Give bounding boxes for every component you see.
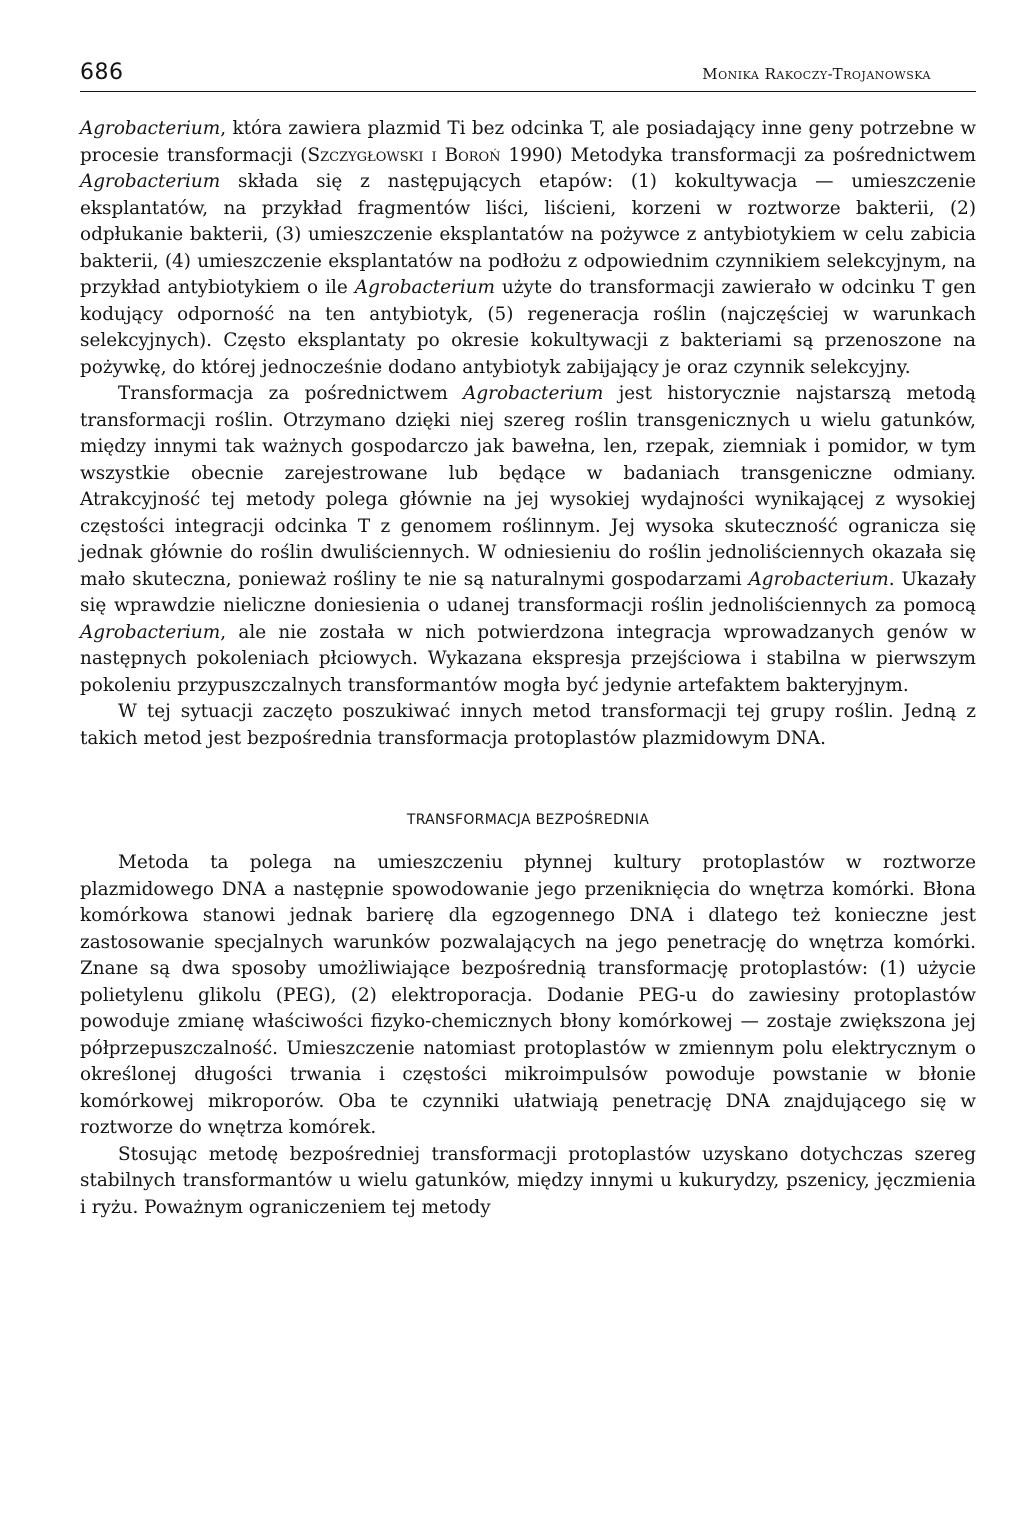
italic-term: Agrobacterium [80, 171, 221, 192]
paragraph [80, 116, 976, 381]
paragraph-group-direct-transformation [80, 850, 976, 1221]
paragraph-group-intro [80, 116, 976, 752]
text-run: Metoda ta polega na umieszczeniu płynnej kultury protoplastów w roztworze plazmidowego DNA a następnie spowodowanie jego przeniknięcia do wnętrza komórki. Błona komórkowa stanowi jednak barierę dla egzogennego DNA i dlatego też konieczne jest zastosowanie specjalnych warunków pozwalających na jego penetrację do wnętrza komórki. Znane są dwa sposoby umożliwiające bezpośrednią transformację protoplastów: (1) użycie polietylenu glikolu (PEG), (2) elektroporacja. Dodanie PEG-u do zawiesiny protoplastów powoduje zmianę właściwości fizyko-chemicznych błony komórkowej — zostaje zwiększona jej półprzepuszczalność. Umieszczenie natomiast protoplastów w zmiennym polu elektrycznym o określonej długości trwania i częstości mikroimpulsów powoduje powstanie w błonie komórkowej mikroporów. Oba te czynniki ułatwiają penetrację DNA znajdującego się w roztworze do wnętrza komórek. [80, 852, 976, 1138]
citation-authors: Szczygłowski i Boroń [307, 144, 501, 166]
text-run: . Ukazały się wprawdzie nieliczne doniesienia o udanej transformacji roślin jednoliściennych za pomocą [80, 568, 976, 616]
text-run: składa się z następujących etapów: (1) kokultywacja — umieszczenie eksplantatów, na przykład fragmentów liści, liścieni, korzeni w roztworze bakterii, (2) odpłukanie bakterii, (3) umieszczenie eksplantatów na pożywce z antybiotykiem w celu zabicia bakterii, (4) umieszczenie eksplantatów na podłożu z odpowiednim czynnikiem selekcyjnym, na przykład antybiotykiem o ile [80, 171, 976, 298]
page-number: 686 [80, 60, 124, 85]
text-run: 1990) Metodyka transformacji za pośrednictwem [500, 144, 976, 166]
text-run: W tej sytuacji zaczęto poszukiwać innych metod transformacji tej grupy roślin. Jedną z takich metod jest bezpośrednia transformacja protoplastów plazmidowym DNA. [80, 701, 976, 749]
text-run: użyte do transformacji zawierało w odcinku T gen kodujący odporność na ten antybiotyk, (5) regeneracja roślin (najczęściej w warunkach selekcyjnych). Często eksplantaty po okresie kokultywacji z bakteriami są przenoszone na pożywkę, do której jednocześnie dodano antybiotyk zabijający je oraz czynnik selekcyjny. [80, 277, 976, 378]
italic-term: Agrobacterium [80, 621, 221, 643]
running-author: Monika Rakoczy-Trojanowska [702, 65, 931, 83]
italic-term: Agrobacterium [748, 568, 889, 590]
paragraph [80, 381, 976, 699]
text-run: jest historycznie najstarszą metodą transformacji roślin. Otrzymano dzięki niej szereg roślin transgenicznych u wielu gatunków, między innymi tak ważnych gospodarczo jak bawełna, len, rzepak, ziemniak i pomidor, w tym wszystkie obecnie zarejestrowane lub będące w badaniach transgeniczne odmiany. Atrakcyjność tej metody polega głównie na jej wysokiej wydajności wynikającej z wysokiej częstości integracji odcinka T z genomem roślinnym. Jej wysoka skuteczność ogranicza się jednak głównie do roślin dwuliściennych. W odniesieniu do roślin jednoliściennych okazała się mało skuteczna, ponieważ rośliny te nie są naturalnymi gospodarzami [80, 383, 976, 590]
italic-term: Agrobacterium [80, 118, 221, 139]
text-run: , ale nie została w nich potwierdzona integracja wprowadzanych genów w następnych pokoleniach płciowych. Wykazana ekspresja przejściowa i stabilna w pierwszym pokoleniu przypuszczalnych transformantów mogła być jedynie artefaktem bakteryjnym. [80, 621, 976, 696]
text-run: Stosując metodę bezpośredniej transformacji protoplastów uzyskano dotychczas szereg stabilnych transformantów u wielu gatunków, między innymi u kukurydzy, pszenicy, jęczmienia i ryżu. Poważnym ograniczeniem tej metody [80, 1143, 976, 1218]
section-heading: TRANSFORMACJA BEZPOŚREDNIA [406, 812, 650, 828]
italic-term: Agrobacterium [463, 383, 604, 404]
paragraph [80, 1142, 976, 1222]
page [80, 60, 976, 1221]
paragraph [80, 850, 976, 1142]
body-text [80, 116, 976, 1221]
italic-term: Agrobacterium [354, 277, 495, 298]
running-header [80, 60, 976, 92]
paragraph [80, 699, 976, 752]
text-run: , która zawiera plazmid Ti bez odcinka T, ale posiadający inne geny potrzebne w procesie transformacji ( [80, 118, 976, 166]
text-run: Transformacja za pośrednictwem [118, 383, 464, 404]
